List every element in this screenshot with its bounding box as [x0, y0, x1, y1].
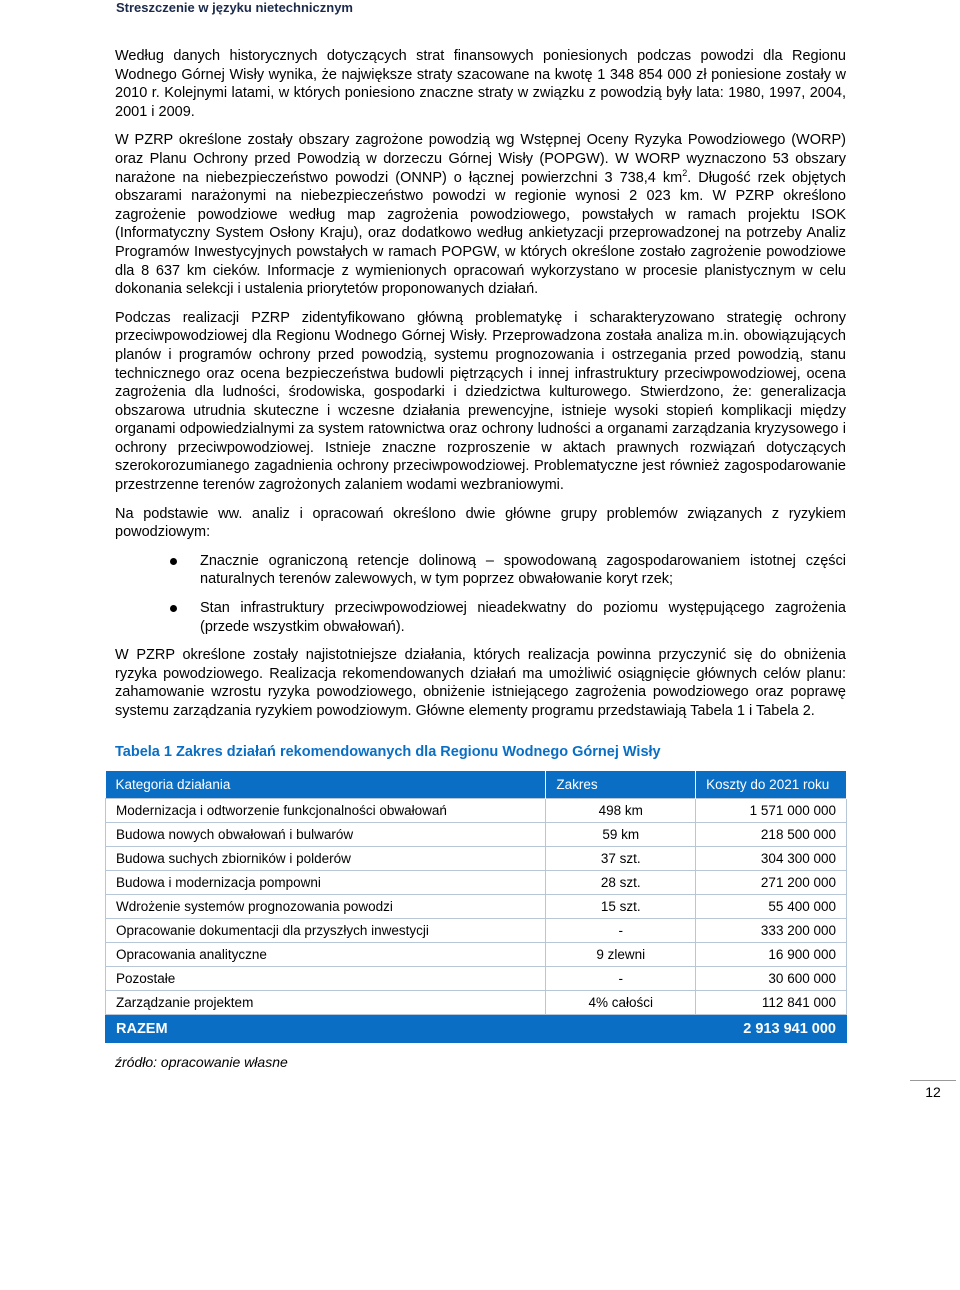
cell-cost: 55 400 000 [696, 895, 847, 919]
actions-table [105, 771, 847, 1043]
cell-category: Zarządzanie projektem [106, 991, 546, 1015]
table-row [106, 943, 847, 967]
table-row [106, 823, 847, 847]
problem-list [115, 552, 846, 636]
table-header-row [106, 771, 847, 799]
cell-cost: 112 841 000 [696, 991, 847, 1015]
total-cost: 2 913 941 000 [696, 1015, 847, 1043]
cell-scope: 15 szt. [546, 895, 696, 919]
header-scope: Zakres [546, 771, 696, 799]
header-costs: Koszty do 2021 roku [696, 771, 847, 799]
cell-category: Opracowanie dokumentacji dla przyszłych inwestycji [106, 919, 546, 943]
cell-cost: 30 600 000 [696, 967, 847, 991]
table-row [106, 895, 847, 919]
cell-category: Pozostałe [106, 967, 546, 991]
cell-cost: 16 900 000 [696, 943, 847, 967]
paragraph-problems-intro: Na podstawie ww. analiz i opracowań określono dwie główne grupy problemów związanych z ryzykiem powodziowym: [115, 505, 846, 541]
table-row [106, 871, 847, 895]
paragraph-flood-areas-part2: . Długość rzek objętych obszarami narażonymi na niebezpieczeństwo powodzi w regionie wynosi 2 023 km. W PZRP określono zagrożenie powodziowe według map zagrożenia powodziowego, powstałych w ramach projektu ISOK (Informatyczny System Osłony Kraju), oraz dodatkowo według ankietyzacji przeprowadzonej na potrzeby Analiz Programów Inwestycyjnych powstałych w ramach POPGW, w których określone zostało zagrożenie powodziowe dla 8 637 km cieków. Informacje z wymienionych opracowań wykorzystano w procesie planistycznym w celu dokonania selekcji i ustalenia priorytetów proponowanych działań. [115, 169, 846, 298]
cell-category: Budowa i modernizacja pompowni [106, 871, 546, 895]
paragraph-actions: W PZRP określone zostały najistotniejsze działania, których realizacja powinna przyczynić się do obniżenia ryzyka powodziowego. Realizacja rekomendowanych działań ma umożliwić osiągnięcie głównych celów planu: zahamowanie wzrostu ryzyka powodziowego, obniżenie istniejącego zagrożenia powodziowego oraz poprawę systemu zarządzania ryzykiem powodziowym. Główne elementy programu przedstawiają Tabela 1 i Tabela 2. [115, 647, 846, 719]
cell-scope: 28 szt. [546, 871, 696, 895]
table-caption: Tabela 1 Zakres działań rekomendowanych dla Regionu Wodnego Górnej Wisły [115, 743, 661, 760]
paragraph-losses: Według danych historycznych dotyczących strat finansowych poniesionych podczas powodzi dla Regionu Wodnego Górnej Wisły wynika, że największe straty szacowane na kwotę 1 348 854 000 zł poniesione zostały w 2010 r. Kolejnymi latami, w których poniesiono znaczne straty w związku z powodzią były lata: 1980, 1997, 2004, 2001 i 2009. [115, 48, 846, 120]
header-category: Kategoria działania [106, 771, 546, 799]
cell-scope: 9 zlewni [546, 943, 696, 967]
cell-cost: 304 300 000 [696, 847, 847, 871]
list-item: Stan infrastruktury przeciwpowodziowej nieadekwatny do poziomu występującego zagrożenia (przede wszystkim obwałowań). [115, 599, 846, 636]
cell-scope: - [546, 967, 696, 991]
cell-category: Opracowania analityczne [106, 943, 546, 967]
running-header: Streszczenie w języku nietechnicznym [116, 0, 353, 15]
cell-category: Budowa nowych obwałowań i bulwarów [106, 823, 546, 847]
table-source-note: źródło: opracowanie własne [115, 1054, 288, 1071]
cell-scope: 4% całości [546, 991, 696, 1015]
table-row [106, 847, 847, 871]
cell-cost: 271 200 000 [696, 871, 847, 895]
cell-scope: - [546, 919, 696, 943]
cell-scope: 37 szt. [546, 847, 696, 871]
table-row [106, 799, 847, 823]
paragraph-flood-areas-part1: W PZRP określone zostały obszary zagrożone powodzią wg Wstępnej Oceny Ryzyka Powodziowego (WORP) oraz Planu Ochrony przed Powodzią w dorzeczu Górnej Wisły (POPGW). W WORP wyznaczono 53 obszary narażone na niebezpieczeństwo powodzi (ONNP) o łącznej powierzchni 3 738,4 km [115, 132, 846, 186]
document-body [115, 47, 846, 1072]
table-row [106, 967, 847, 991]
table-total-row [106, 1015, 847, 1043]
superscript-2: 2 [682, 167, 688, 178]
cell-cost: 333 200 000 [696, 919, 847, 943]
table-row [106, 991, 847, 1015]
cell-category: Wdrożenie systemów prognozowania powodzi [106, 895, 546, 919]
cell-scope: 498 km [546, 799, 696, 823]
cell-cost: 218 500 000 [696, 823, 847, 847]
paragraph-flood-areas [115, 131, 846, 298]
total-empty [546, 1015, 696, 1043]
total-label: RAZEM [106, 1015, 546, 1043]
cell-cost: 1 571 000 000 [696, 799, 847, 823]
cell-category: Budowa suchych zbiorników i polderów [106, 847, 546, 871]
table-row [106, 919, 847, 943]
paragraph-analysis: Podczas realizacji PZRP zidentyfikowano główną problematykę i scharakteryzowano strategię ochrony przeciwpowodziowej dla Regionu Wodnego Górnej Wisły. Przeprowadzona została analiza m.in. obowiązujących planów i programów ochrony przed powodzią, systemu prognozowania i ostrzegania przed powodzią, stanu technicznego oraz ocena bezpieczeństwa budowli piętrzących i innej infrastruktury przeciwpowodziowej, ocena zagrożenia dla ludności, środowiska, gospodarki i dziedzictwa kulturowego. Stwierdzono, że: generalizacja obszarowa utrudnia skuteczne i wczesne działania prewencyjne, istnieje wysoki stopień komplikacji między organami odpowiedzialnymi za system ratownictwa oraz ochrony ludności a organami zarządzania kryzysowego i ochrony przeciwpowodziowej. Istnieje znaczne rozproszenie w aktach prawnych rozwiązań dotyczących szerokorozumianego zagadnienia ochrony przeciwpowodziowej. Problematyczne jest również zagospodarowanie przestrzenne terenów zagrożonych zalaniem wodami wezbraniowymi. [115, 309, 846, 494]
cell-scope: 59 km [546, 823, 696, 847]
cell-category: Modernizacja i odtworzenie funkcjonalności obwałowań [106, 799, 546, 823]
list-item: Znacznie ograniczoną retencje dolinową – spowodowaną zagospodarowaniem istotnej części naturalnych terenów zalewowych, w tym poprzez obwałowanie koryt rzek; [115, 552, 846, 589]
page-number: 12 [910, 1080, 956, 1100]
